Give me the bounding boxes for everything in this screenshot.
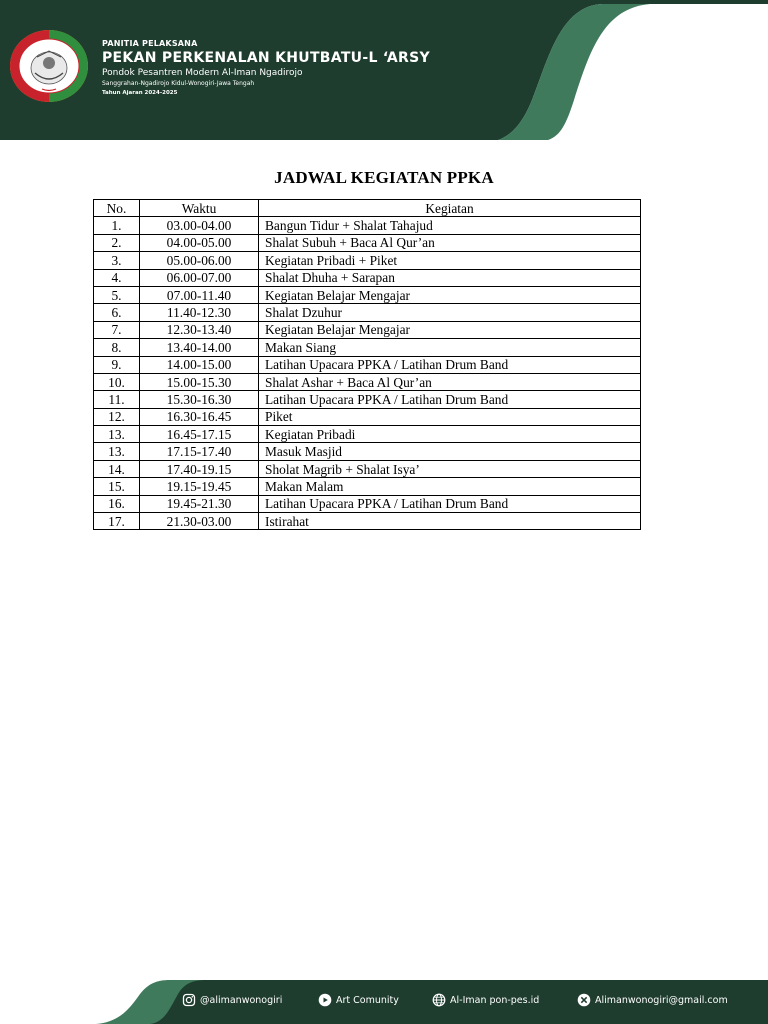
header-no: No. — [94, 200, 140, 217]
globe-icon — [432, 993, 446, 1007]
table-row — [94, 460, 641, 477]
table-row — [94, 513, 641, 530]
table-row — [94, 478, 641, 495]
row-time: 12.30-13.40 — [140, 321, 259, 338]
row-activity: Kegiatan Pribadi — [259, 426, 641, 443]
email-address: Alimanwonogiri@gmail.com — [595, 994, 728, 1006]
row-activity: Shalat Dhuha + Sarapan — [259, 269, 641, 286]
row-activity: Kegiatan Belajar Mengajar — [259, 321, 641, 338]
pesantren-seal-logo — [9, 29, 89, 103]
row-time: 21.30-03.00 — [140, 513, 259, 530]
row-number: 17. — [94, 513, 140, 530]
table-row — [94, 339, 641, 356]
row-number: 7. — [94, 321, 140, 338]
row-number: 16. — [94, 495, 140, 512]
academic-year: Tahun Ajaran 2024-2025 — [102, 90, 178, 96]
row-number: 14. — [94, 460, 140, 477]
row-time: 15.00-15.30 — [140, 373, 259, 390]
row-time: 13.40-14.00 — [140, 339, 259, 356]
row-activity: Makan Malam — [259, 478, 641, 495]
row-activity: Latihan Upacara PPKA / Latihan Drum Band — [259, 495, 641, 512]
row-number: 3. — [94, 252, 140, 269]
row-number: 1. — [94, 217, 140, 234]
row-activity: Sholat Magrib + Shalat Isya’ — [259, 460, 641, 477]
row-time: 19.45-21.30 — [140, 495, 259, 512]
row-number: 12. — [94, 408, 140, 425]
row-time: 19.15-19.45 — [140, 478, 259, 495]
row-number: 13. — [94, 426, 140, 443]
row-time: 11.40-12.30 — [140, 304, 259, 321]
table-row — [94, 286, 641, 303]
row-activity: Latihan Upacara PPKA / Latihan Drum Band — [259, 391, 641, 408]
table-row — [94, 252, 641, 269]
row-number: 15. — [94, 478, 140, 495]
committee-label: PANITIA PELAKSANA — [102, 39, 198, 48]
table-row — [94, 269, 641, 286]
row-time: 15.30-16.30 — [140, 391, 259, 408]
row-number: 2. — [94, 234, 140, 251]
row-number: 8. — [94, 339, 140, 356]
x-icon — [577, 993, 591, 1007]
footer-email[interactable] — [577, 993, 728, 1007]
row-activity: Shalat Ashar + Baca Al Qur’an — [259, 373, 641, 390]
row-activity: Kegiatan Belajar Mengajar — [259, 286, 641, 303]
instagram-icon — [182, 993, 196, 1007]
footer-website[interactable] — [432, 993, 539, 1007]
row-time: 17.40-19.15 — [140, 460, 259, 477]
row-number: 4. — [94, 269, 140, 286]
row-activity: Shalat Dzuhur — [259, 304, 641, 321]
youtube-icon — [318, 993, 332, 1007]
row-time: 07.00-11.40 — [140, 286, 259, 303]
letterhead-header — [0, 0, 768, 140]
table-row — [94, 426, 641, 443]
schedule-table — [93, 199, 641, 530]
row-activity: Makan Siang — [259, 339, 641, 356]
row-time: 03.00-04.00 — [140, 217, 259, 234]
row-activity: Latihan Upacara PPKA / Latihan Drum Band — [259, 356, 641, 373]
table-row — [94, 408, 641, 425]
row-number: 13. — [94, 443, 140, 460]
table-row — [94, 356, 641, 373]
row-time: 14.00-15.00 — [140, 356, 259, 373]
row-activity: Istirahat — [259, 513, 641, 530]
table-row — [94, 443, 641, 460]
instagram-handle: @alimanwonogiri — [200, 994, 283, 1006]
table-row — [94, 304, 641, 321]
row-activity: Bangun Tidur + Shalat Tahajud — [259, 217, 641, 234]
footer-instagram[interactable] — [182, 993, 282, 1007]
row-time: 06.00-07.00 — [140, 269, 259, 286]
row-time: 16.30-16.45 — [140, 408, 259, 425]
school-name: Pondok Pesantren Modern Al-Iman Ngadirojo — [102, 68, 303, 78]
table-row — [94, 234, 641, 251]
event-name: PEKAN PERKENALAN KHUTBATU-L ‘ARSY — [102, 50, 430, 66]
schedule-body — [94, 217, 641, 530]
youtube-channel: Art Comunity — [336, 994, 399, 1006]
table-row — [94, 391, 641, 408]
table-row — [94, 321, 641, 338]
table-header-row — [94, 200, 641, 217]
row-number: 6. — [94, 304, 140, 321]
table-row — [94, 495, 641, 512]
school-address: Sanggrahan-Ngadirojo Kidul-Wonogiri-Jawa Tengah — [102, 80, 255, 87]
row-activity: Piket — [259, 408, 641, 425]
header-time: Waktu — [140, 200, 259, 217]
row-time: 17.15-17.40 — [140, 443, 259, 460]
footer-youtube[interactable] — [318, 993, 399, 1007]
table-row — [94, 373, 641, 390]
row-time: 05.00-06.00 — [140, 252, 259, 269]
website-url: Al-Iman pon-pes.id — [450, 994, 540, 1006]
letterhead-footer — [0, 978, 768, 1024]
row-activity: Shalat Subuh + Baca Al Qur’an — [259, 234, 641, 251]
row-number: 10. — [94, 373, 140, 390]
document-title: JADWAL KEGIATAN PPKA — [274, 168, 494, 187]
row-number: 5. — [94, 286, 140, 303]
row-activity: Kegiatan Pribadi + Piket — [259, 252, 641, 269]
row-time: 16.45-17.15 — [140, 426, 259, 443]
row-number: 11. — [94, 391, 140, 408]
letterhead-text — [102, 38, 430, 98]
row-number: 9. — [94, 356, 140, 373]
row-activity: Masuk Masjid — [259, 443, 641, 460]
header-activity: Kegiatan — [259, 200, 641, 217]
table-row — [94, 217, 641, 234]
row-time: 04.00-05.00 — [140, 234, 259, 251]
